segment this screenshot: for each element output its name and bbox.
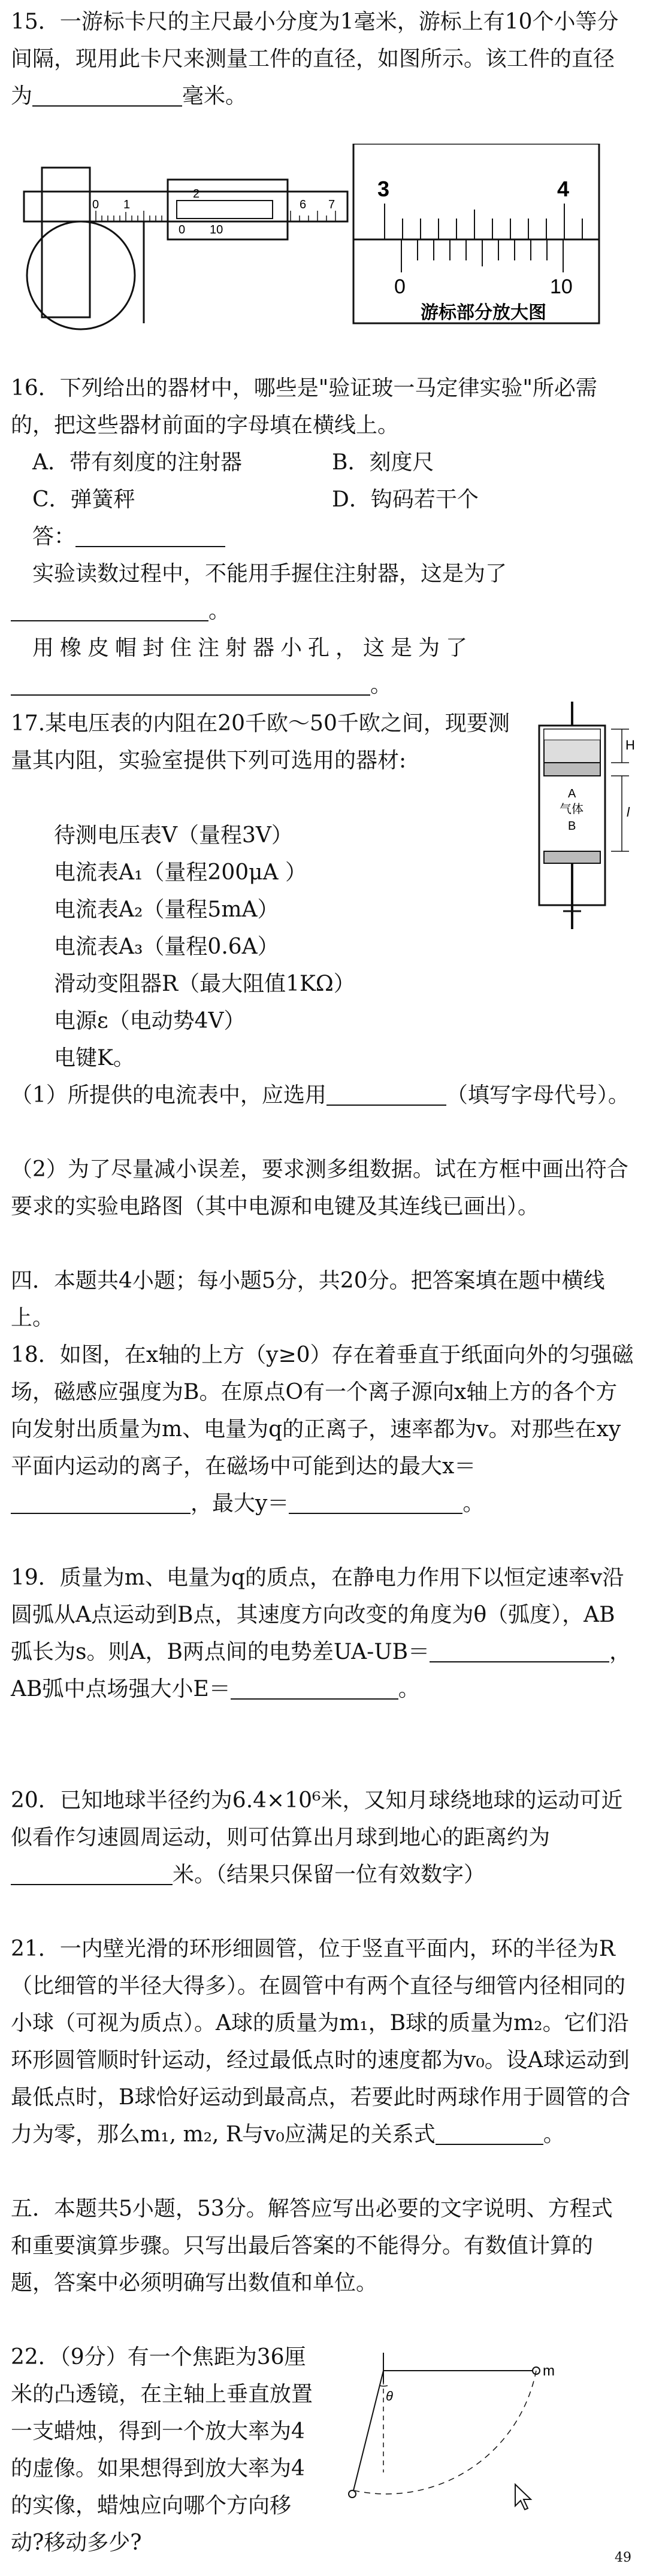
q19-potential-blank[interactable] <box>430 1637 609 1662</box>
q17-item-3: 电流表A₂（量程5mA） <box>54 897 279 922</box>
q20-distance-blank[interactable] <box>11 1860 173 1885</box>
q17-stem: 17.某电压表的内阻在20千欧～50千欧之间，现要测量其内阻，实验室提供下列可选用的器材: <box>11 711 510 773</box>
syringe-figure <box>527 702 641 959</box>
section-4-header: 四．本题共4小题；每小题5分，共20分。把答案填在题中横线上。 <box>11 1269 605 1330</box>
q16-answer-blank[interactable] <box>75 522 225 547</box>
q15-stem: 15．一游标卡尺的主尺最小分度为1毫米，游标上有10个小等分间隔，现用此卡尺来测量工件的直径，如图所示。该工件的直径为 毫米。 <box>11 10 619 108</box>
q21-stem: 21．一内壁光滑的环形细圆管，位于竖直平面内，环的半径为R（比细管的半径大得多）。在圆管中有两个直径与细管内径相同的小球（可视为质点）。A球的质量为m₁，B球的质量为m₂。它们沿环形圆管顺时针运动，经过最低点时的速度都为v₀。设A球运动到最低点时，B球恰好运动到最高点，若要此时两球作用于圆管的合力为零，那么m₁, m₂, R与v₀应满足的关系式 。 <box>11 1937 631 2147</box>
caliper-vernier-10: 10 <box>210 223 223 236</box>
pendulum-m-label: m <box>543 2363 555 2379</box>
caliper-label-1: 1 <box>123 198 131 211</box>
caliper-label-7: 7 <box>328 198 335 211</box>
q19-stem: 19．质量为m、电量为q的质点，在静电力作用下以恒定速率v沿圆弧从A点运动到B点，其速度方向改变的角度为θ（弧度），AB弧长为s。则A，B两点间的电势差UA-UB＝ ，AB弧中点场强大小E＝ 。 <box>11 1565 631 1701</box>
q22-stem: 22．（9分）有一个焦距为36厘米的凸透镜，在主轴上垂直放置一支蜡烛，得到一个放大率为4的虚像。如果想得到放大率为4的实像，蜡烛应向哪个方向移动?移动多少? <box>11 2345 313 2555</box>
q17-item-6: 电源ε（电动势4V） <box>54 1009 246 1033</box>
syringe-label-H: H <box>625 738 635 753</box>
magnified-bottom-0: 0 <box>394 275 406 298</box>
magnified-top-4: 4 <box>557 177 570 201</box>
syringe-label-l: l <box>627 805 630 820</box>
syringe-label-B: B <box>568 820 576 833</box>
vernier-caliper-figure <box>18 144 623 344</box>
magnified-top-3: 3 <box>377 177 390 201</box>
caliper-label-2: 2 <box>193 187 200 201</box>
q17-item-2: 电流表A₁（量程200μA ） <box>54 860 307 885</box>
magnified-caption: 游标部分放大图 <box>421 303 546 323</box>
q16-stem: 16．下列给出的器材中，哪些是"验证玻一马定律实验"所必需的，把这些器材前面的字母填在横线上。 <box>11 376 597 438</box>
q18-max-x-blank[interactable] <box>11 1489 191 1514</box>
q18-max-y-blank[interactable] <box>289 1489 462 1514</box>
q16-answer-line: 答： <box>32 518 631 556</box>
q17-item-7: 电键K。 <box>54 1046 135 1070</box>
syringe-label-gas: 气体 <box>560 803 583 816</box>
q19-field-blank[interactable] <box>231 1674 398 1700</box>
magnified-bottom-10: 10 <box>550 275 573 298</box>
q17-sub2: （2）为了尽量减小误差，要求测多组数据。试在方框中画出符合要求的实验电路图（其中电源和电键及其连线已画出）。 <box>11 1157 628 1219</box>
q16-line2-blank-row: 。 <box>11 667 634 704</box>
section-5-header: 五．本题共5小题，53分。解答应写出必要的文字说明、方程式和重要演算步骤。只写出最后答案的不能得分。有数值计算的题，答案中必须明确写出数值和单位。 <box>11 2196 613 2295</box>
q17-item-1: 待测电压表V（量程3V） <box>54 823 293 848</box>
q16-line1-blank[interactable] <box>11 596 208 621</box>
q16-line2: 用橡皮帽封住注射器小孔，这是为了 <box>32 636 474 660</box>
q17-item-5: 滑动变阻器R（最大阻值1KΩ） <box>54 972 355 996</box>
q16-options-row2: C．弹簧秤 D．钩码若干个 <box>32 487 479 512</box>
q16-line2-blank[interactable] <box>11 670 370 696</box>
caliper-vernier-0: 0 <box>179 223 186 236</box>
q21-relation-blank[interactable] <box>436 2120 543 2145</box>
q16-line1: 实验读数过程中，不能用手握住注射器，这是为了 <box>32 562 507 586</box>
caliper-label-0: 0 <box>92 198 99 211</box>
page-number: 49 <box>615 2550 631 2565</box>
pendulum-theta-label: θ <box>386 2389 393 2404</box>
q16-options-row1: A．带有刻度的注射器 B．刻度尺 <box>32 450 434 475</box>
q17-item-4: 电流表A₃（量程0.6A） <box>54 934 279 959</box>
q15-answer-blank[interactable] <box>32 81 182 107</box>
q18-stem: 18．如图，在x轴的上方（y≥0）存在着垂直于纸面向外的匀强磁场，磁感应强度为B。在原点O有一个离子源向x轴上方的各个方向发射出质量为m、电量为q的正离子，速率都为v。对那些在xy平面内运动的离子，在磁场中可能到达的最大x＝，最大y＝ 。 <box>11 1343 634 1516</box>
caliper-label-6: 6 <box>300 198 307 211</box>
q17-sub1-blank[interactable] <box>326 1081 446 1106</box>
q20-stem: 20．已知地球半径约为6.4×10⁶米，又知月球绕地球的运动可近似看作匀速圆周运动，则可估算出月球到地心的距离约为米。（结果只保留一位有效数字） <box>11 1788 623 1887</box>
q16-line1-blank-row: 。 <box>11 593 634 630</box>
syringe-label-A: A <box>568 787 576 800</box>
q17-sub1: （1）所提供的电流表中，应选用 （填写字母代号）。 <box>11 1077 634 1114</box>
pendulum-figure <box>335 2353 587 2520</box>
